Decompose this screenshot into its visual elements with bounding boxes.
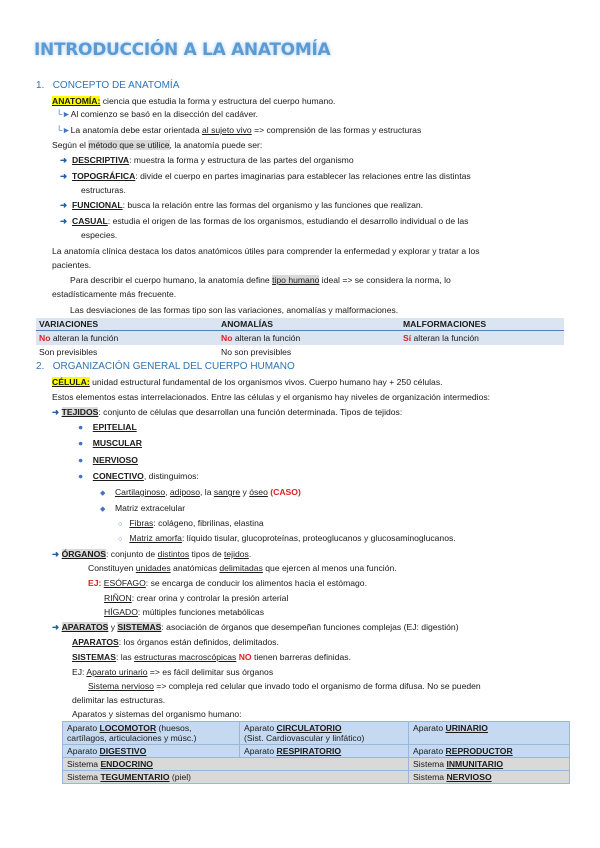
text: Sistema — [413, 772, 447, 782]
list-item-cont: especies. — [81, 230, 118, 240]
text-underlined: unidades — [135, 563, 171, 573]
paragraph: Las desviaciones de las formas tipo son las variaciones, anomalías y malformaciones. — [70, 305, 399, 315]
text-red: EJ: — [88, 578, 102, 588]
text: Aparato — [413, 723, 446, 733]
text: => comprensión de las formas y estructuras — [251, 125, 422, 135]
text: Sistema — [67, 772, 101, 782]
table-row — [63, 771, 570, 784]
paragraph — [72, 652, 351, 662]
term: ANATOMÍA: — [52, 96, 101, 106]
text-underlined: TEGUMENTARIO — [100, 772, 170, 782]
table-row — [63, 758, 570, 771]
text: , la anatomía puede ser: — [169, 140, 263, 150]
text-underlined: Aparato urinario — [86, 667, 148, 677]
text: => es fácil delimitar sus órganos — [147, 667, 274, 677]
table-row — [36, 331, 564, 346]
text-underlined: RESPIRATORIO — [276, 746, 342, 756]
text: que ejercen al menos una función. — [262, 563, 397, 573]
arrow-right-icon: ➜ — [52, 407, 60, 417]
text: unidad estructural fundamental de los organismos vivos. Cuerpo humano hay + 250 células. — [89, 377, 443, 387]
paragraph — [70, 275, 451, 285]
text: Sistema — [67, 759, 101, 769]
paragraph: Aparatos y sistemas del organismo humano: — [72, 709, 242, 719]
bullet-icon: ● — [78, 471, 84, 481]
text-red: (CASO) — [270, 487, 301, 497]
text-underlined: al sujeto vivo — [202, 125, 252, 135]
section-number: 2. — [36, 361, 45, 372]
arrow-right-icon: ➜ — [52, 549, 60, 559]
variations-table — [36, 318, 564, 359]
text: y — [240, 487, 250, 497]
table-cell — [409, 758, 570, 771]
table-cell — [63, 722, 240, 745]
text: ciencia que estudia la forma y estructura del cuerpo humano. — [100, 96, 336, 106]
arrow-right-icon: ➜ — [52, 622, 60, 632]
term: ÓRGANOS — [61, 549, 106, 559]
text: Sistema — [413, 759, 447, 769]
table-cell — [400, 345, 564, 359]
term: CASUAL — [71, 216, 108, 226]
text: : conjunto de células que desarrollan una función determinada. Tipos de tejidos: — [98, 407, 403, 417]
text-underlined: adiposo — [169, 487, 201, 497]
text: , — [165, 487, 170, 497]
section-number: 1. — [36, 80, 45, 91]
section-1-heading — [36, 80, 179, 91]
paragraph: La anatomía clínica destaca los datos anatómicos útiles para comprender la enfermedad y explorar y tratar a los — [52, 246, 480, 256]
text: : se encarga de conducir los alimentos hacia el estómago. — [145, 578, 367, 588]
column-header: ANOMALÍAS — [218, 318, 400, 331]
paragraph: Estos elementos estas interrelacionados. Entre las células y el organismo hay niveles de organización intermedios: — [52, 392, 491, 402]
bullet-icon: ● — [78, 438, 84, 448]
text-underlined: ESÓFAGO — [103, 578, 146, 588]
list-item — [52, 549, 251, 560]
text-underlined: distintos — [157, 549, 190, 559]
text-highlight: tipo humano — [272, 275, 320, 285]
systems-table — [62, 721, 570, 784]
example-line — [104, 593, 288, 603]
text-underlined: NERVIOSO — [446, 772, 492, 782]
text: : múltiples funciones metabólicas — [137, 607, 265, 617]
text: cartílagos, articulaciones y músc.) — [67, 733, 197, 743]
text: Aparato — [413, 746, 446, 756]
paragraph — [72, 637, 279, 647]
text: MUSCULAR — [92, 438, 142, 448]
circle-bullet-icon: ○ — [118, 521, 123, 528]
table-cell — [63, 771, 409, 784]
text-underlined: LOCOMOTOR — [99, 723, 157, 733]
table-cell — [36, 331, 218, 346]
text: Constituyen — [88, 563, 136, 573]
text-highlight: método que se utilice — [88, 140, 170, 150]
text-underlined: Matriz amorfa — [129, 533, 182, 543]
text: tipos de — [189, 549, 225, 559]
conectivo-item — [100, 487, 301, 497]
matriz-item — [118, 533, 456, 543]
term: APARATOS — [72, 637, 119, 647]
anatomia-definition — [52, 96, 335, 106]
bullet-icon: ● — [78, 455, 84, 465]
text-underlined: HÍGADO — [104, 607, 138, 617]
table-cell: Son previsibles — [39, 347, 98, 357]
tissue-item — [78, 438, 142, 448]
text: : asociación de órganos que desempeñan funciones complejas (EJ: digestión) — [161, 622, 459, 632]
text-underlined: Cartilaginoso — [114, 487, 166, 497]
tissue-item — [78, 422, 137, 432]
text: Según el — [52, 140, 89, 150]
term: TEJIDOS — [61, 407, 99, 417]
text-red: Sí — [403, 333, 412, 343]
text: : muestra la forma y estructura de las partes del organismo — [129, 155, 354, 165]
text-underlined: RIÑON — [104, 593, 132, 603]
text: => compleja red celular que invado todo el organismo de forma difusa. No se pueden — [153, 681, 481, 691]
text-red: No — [221, 333, 233, 343]
text-underlined: delimitadas — [219, 563, 263, 573]
text: EJ: — [72, 667, 87, 677]
text: NERVIOSO — [92, 455, 138, 465]
table-header-row — [36, 318, 564, 331]
list-item — [52, 622, 459, 633]
text-underlined: DIGESTIVO — [99, 746, 147, 756]
text: alteran la función — [232, 333, 301, 343]
text: Matriz extracelular — [114, 503, 186, 513]
text: (huesos, — [156, 723, 192, 733]
table-row — [63, 722, 570, 745]
text-underlined: tejidos — [224, 549, 249, 559]
list-item — [60, 171, 471, 182]
branch-arrow-icon: └► — [56, 125, 71, 135]
list-item — [60, 216, 468, 227]
paragraph: delimitar las estructuras. — [72, 695, 166, 705]
matriz-item — [118, 518, 264, 528]
arrow-right-icon: ➜ — [60, 216, 68, 226]
text: (piel) — [169, 772, 192, 782]
diamond-bullet-icon: ◆ — [100, 506, 106, 513]
table-cell — [63, 758, 409, 771]
conectivo-item — [100, 503, 185, 513]
text: Aparato — [244, 723, 277, 733]
term: APARATOS — [61, 622, 109, 632]
table-cell — [409, 722, 570, 745]
paragraph — [88, 681, 481, 691]
sub-line — [56, 109, 258, 119]
circle-bullet-icon: ○ — [118, 536, 123, 543]
text-underlined: Fibras — [129, 518, 154, 528]
text-underlined: REPRODUCTOR — [445, 746, 513, 756]
section-title: CONCEPTO DE ANATOMÍA — [52, 80, 180, 91]
arrow-right-icon: ➜ — [60, 171, 68, 181]
table-cell — [63, 745, 240, 758]
text-underlined: estructuras macroscópicas — [134, 652, 237, 662]
section-title: ORGANIZACIÓN GENERAL DEL CUERPO HUMANO — [52, 361, 295, 372]
text: Aparato — [244, 746, 277, 756]
text-underlined: sangre — [213, 487, 241, 497]
table-cell — [240, 722, 409, 745]
text: alteran la función — [411, 333, 479, 343]
text: : los órganos están definidos, delimitados. — [118, 637, 279, 647]
example-line — [88, 578, 367, 588]
text-red: NO — [238, 652, 252, 662]
celula-definition — [52, 377, 443, 387]
branch-arrow-icon: └► — [56, 109, 71, 119]
diamond-bullet-icon: ◆ — [100, 490, 106, 497]
paragraph: pacientes. — [52, 260, 92, 270]
text: : estudia el origen de las formas de los organismos, estudiando el desarrollo individual o de las — [107, 216, 469, 226]
list-item-cont: estructuras. — [81, 185, 126, 195]
text: ideal => se considera la norma, lo — [319, 275, 451, 285]
tissue-item — [78, 455, 138, 465]
table-row — [36, 345, 564, 359]
text: : líquido tisular, glucoproteínas, proteoglucanos y glucosaminoglucanos. — [181, 533, 456, 543]
text: : busca la relación entre las formas del organismo y las funciones que realizan. — [122, 200, 424, 210]
arrow-right-icon: ➜ — [60, 155, 68, 165]
paragraph: estadísticamente más frecuente. — [52, 289, 177, 299]
sub-line — [56, 125, 421, 135]
table-cell — [409, 771, 570, 784]
text: : crear orina y controlar la presión arterial — [131, 593, 289, 603]
paragraph — [72, 667, 273, 677]
text: Al comienzo se basó en la disección del cadáver. — [70, 109, 258, 119]
list-item — [60, 155, 354, 166]
table-row — [63, 745, 570, 758]
term: SISTEMAS — [117, 622, 162, 632]
column-header: MALFORMACIONES — [400, 318, 564, 331]
example-line — [104, 607, 264, 617]
arrow-right-icon: ➜ — [60, 200, 68, 210]
column-header: VARIACIONES — [36, 318, 218, 331]
text: . — [248, 549, 252, 559]
text: EPITELIAL — [92, 422, 137, 432]
table-cell — [400, 331, 564, 346]
text-underlined: URINARIO — [445, 723, 488, 733]
table-cell — [218, 331, 400, 346]
text-underlined: ENDOCRINO — [100, 759, 153, 769]
term: DESCRIPTIVA — [71, 155, 130, 165]
text-underlined: INMUNITARIO — [446, 759, 504, 769]
paragraph — [88, 563, 397, 573]
text: : colágeno, fibrilinas, elastina — [153, 518, 264, 528]
text: Para describir el cuerpo humano, la anatomía define — [70, 275, 273, 285]
term: FUNCIONAL — [71, 200, 123, 210]
page-title: INTRODUCCIÓN A LA ANATOMÍA — [34, 40, 331, 60]
text: , distinguimos: — [143, 471, 199, 481]
text: La anatomía debe estar orientada — [70, 125, 202, 135]
text: y — [108, 622, 118, 632]
text: Aparato — [67, 746, 100, 756]
text-underlined: CIRCULATORIO — [276, 723, 342, 733]
term: TOPOGRÁFICA — [71, 171, 136, 181]
section-2-heading — [36, 361, 295, 372]
text-red: No — [39, 333, 51, 343]
table-cell — [240, 745, 409, 758]
text: : las — [115, 652, 135, 662]
text: alteran la función — [50, 333, 119, 343]
table-cell: No son previsibles — [221, 347, 292, 357]
list-item — [60, 200, 423, 211]
text: CONECTIVO — [92, 471, 144, 481]
bullet-icon: ● — [78, 422, 84, 432]
metodo-line — [52, 140, 262, 150]
text: : conjunto de — [106, 549, 158, 559]
text: Aparato — [67, 723, 100, 733]
tissue-item — [78, 471, 199, 481]
text-underlined: Sistema nervioso — [88, 681, 154, 691]
list-item — [52, 407, 402, 418]
term: CÉLULA: — [52, 377, 90, 387]
text: : divide el cuerpo en partes imaginarias para establecer las relaciones entre las distintas — [135, 171, 471, 181]
table-cell — [409, 745, 570, 758]
text: (Sist. Cardiovascular y linfático) — [244, 733, 365, 743]
text: , la — [200, 487, 214, 497]
text-underlined: óseo — [249, 487, 268, 497]
text: anatómicas — [170, 563, 220, 573]
term: SISTEMAS — [72, 652, 116, 662]
text: tienen barreras definidas. — [251, 652, 351, 662]
